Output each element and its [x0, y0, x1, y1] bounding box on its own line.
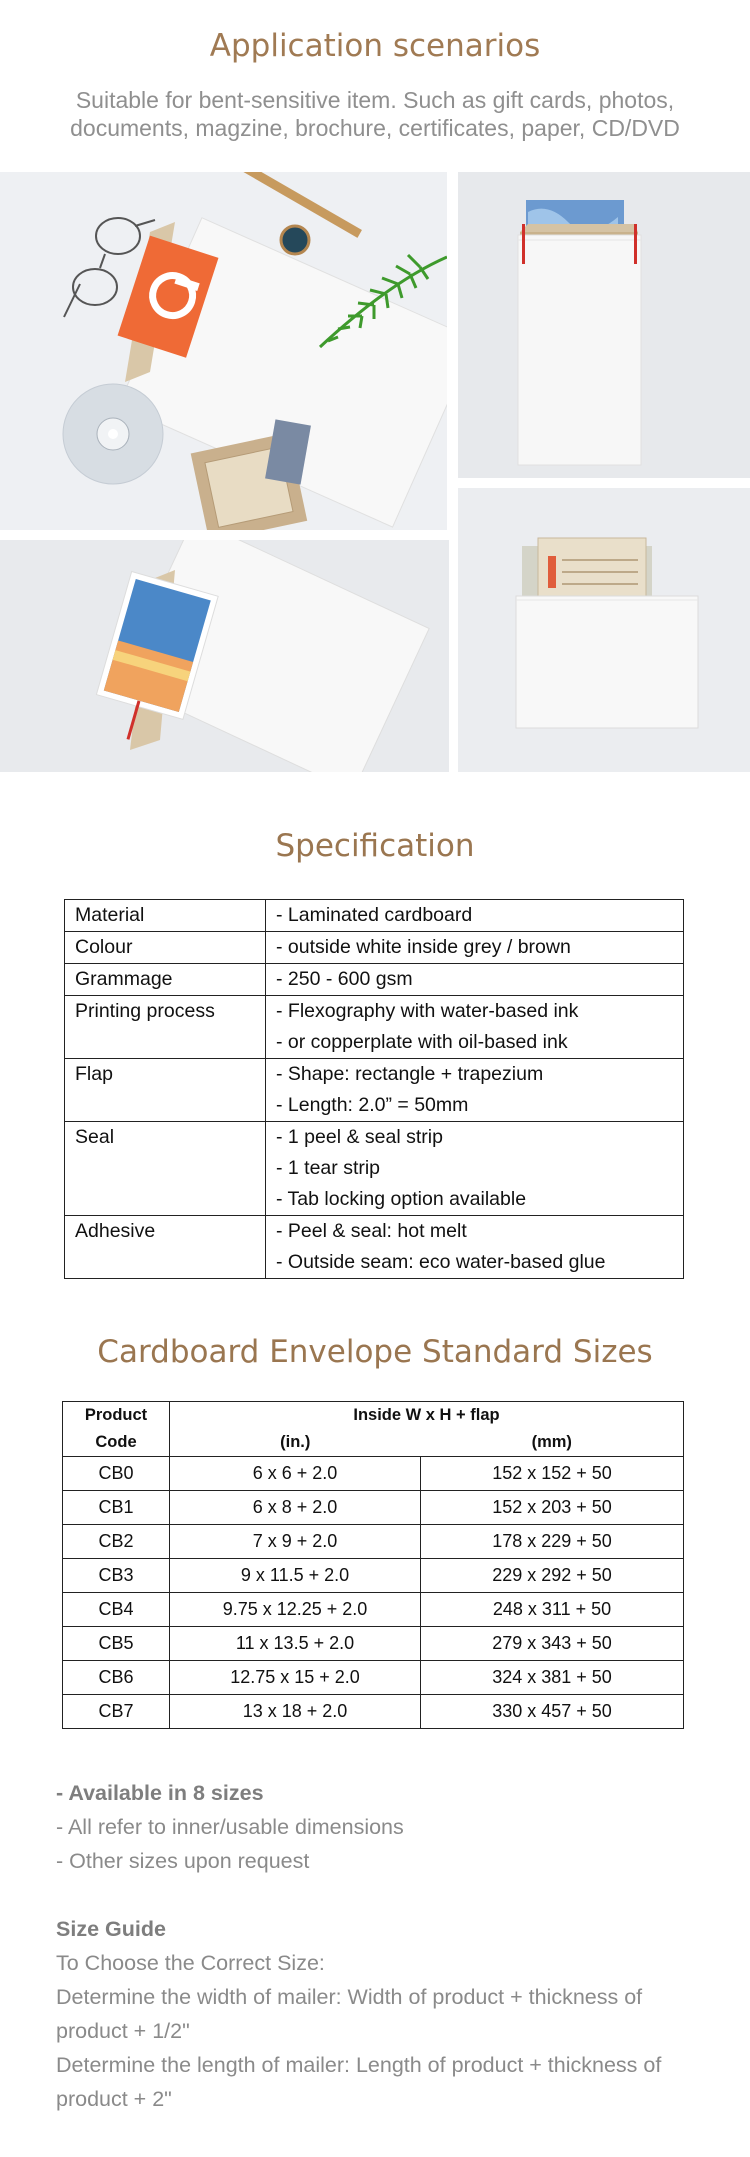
envelope-cards-photo — [458, 488, 750, 772]
note-available: - Available in 8 sizes — [56, 1781, 264, 1805]
size-row — [63, 1559, 684, 1593]
size-row — [63, 1525, 684, 1559]
spec-value: - outside white inside grey / brown — [276, 936, 571, 958]
size-row — [63, 1593, 684, 1627]
size-inches: 13 x 18 + 2.0 — [170, 1695, 421, 1729]
size-code: CB3 — [63, 1559, 170, 1593]
spec-key: Grammage — [65, 964, 266, 996]
size-mm: 330 x 457 + 50 — [421, 1695, 684, 1729]
size-inches: 9.75 x 12.25 + 2.0 — [170, 1593, 421, 1627]
size-guide-title: Size Guide — [56, 1917, 166, 1941]
size-mm: 248 x 311 + 50 — [421, 1593, 684, 1627]
spec-key: Colour — [65, 932, 266, 964]
header-in: (in.) — [170, 1429, 421, 1457]
size-inches: 12.75 x 15 + 2.0 — [170, 1661, 421, 1695]
size-row — [63, 1491, 684, 1525]
spec-row — [65, 996, 684, 1059]
size-guide-width: Determine the width of mailer: Width of product + thickness of product + 1/2" — [56, 1985, 643, 2043]
header-product-code — [63, 1402, 170, 1457]
spec-value-cell — [266, 1059, 684, 1122]
subtitle-line-1: Suitable for bent-sensitive item. Such as gift cards, photos, — [75, 87, 675, 113]
size-code: CB4 — [63, 1593, 170, 1627]
specification-table — [64, 899, 684, 1279]
spec-row — [65, 1216, 684, 1279]
spec-value: - Length: 2.0” = 50mm — [276, 1094, 469, 1116]
size-inches: 6 x 6 + 2.0 — [170, 1457, 421, 1491]
size-mm: 279 x 343 + 50 — [421, 1627, 684, 1661]
spec-value-cell — [266, 932, 684, 964]
spec-row — [65, 964, 684, 996]
size-row — [63, 1457, 684, 1491]
size-code: CB7 — [63, 1695, 170, 1729]
header-mm: (mm) — [421, 1429, 684, 1457]
spec-row — [65, 932, 684, 964]
spec-value-cell — [266, 964, 684, 996]
sizes-table — [62, 1401, 684, 1729]
header-product: Product — [84, 1406, 148, 1424]
spec-key: Adhesive — [65, 1216, 266, 1279]
note-dimensions: - All refer to inner/usable dimensions — [56, 1815, 404, 1839]
spec-value-cell — [266, 996, 684, 1059]
spec-value: - 1 tear strip — [276, 1157, 381, 1179]
note-other-sizes: - Other sizes upon request — [56, 1849, 310, 1873]
sizes-title: Cardboard Envelope Standard Sizes — [97, 1334, 653, 1370]
spec-value: - 250 - 600 gsm — [276, 968, 413, 990]
spec-value: - Shape: rectangle + trapezium — [276, 1063, 544, 1085]
spec-key: Material — [65, 900, 266, 932]
spec-row — [65, 900, 684, 932]
spec-value: - Outside seam: eco water-based glue — [276, 1251, 606, 1273]
spec-value-cell — [266, 1122, 684, 1216]
flatlay-photo — [0, 172, 447, 530]
spec-row — [65, 1122, 684, 1216]
spec-key: Printing process — [65, 996, 266, 1059]
spec-value: - Laminated cardboard — [276, 904, 473, 926]
spec-value: - Tab locking option available — [276, 1188, 527, 1210]
size-code: CB2 — [63, 1525, 170, 1559]
size-row — [63, 1695, 684, 1729]
size-mm: 178 x 229 + 50 — [421, 1525, 684, 1559]
size-mm: 324 x 381 + 50 — [421, 1661, 684, 1695]
size-inches: 6 x 8 + 2.0 — [170, 1491, 421, 1525]
specification-title: Specification — [275, 828, 475, 864]
size-mm: 152 x 152 + 50 — [421, 1457, 684, 1491]
spec-value: - Peel & seal: hot melt — [276, 1220, 467, 1242]
spec-key: Seal — [65, 1122, 266, 1216]
size-mm: 152 x 203 + 50 — [421, 1491, 684, 1525]
envelope-sunset-photo — [0, 540, 449, 772]
size-inches: 9 x 11.5 + 2.0 — [170, 1559, 421, 1593]
spec-value: - or copperplate with oil-based ink — [276, 1031, 568, 1053]
size-inches: 11 x 13.5 + 2.0 — [170, 1627, 421, 1661]
size-mm: 229 x 292 + 50 — [421, 1559, 684, 1593]
header-code: Code — [95, 1433, 137, 1451]
spec-value-cell — [266, 1216, 684, 1279]
size-row — [63, 1661, 684, 1695]
size-code: CB5 — [63, 1627, 170, 1661]
size-code: CB1 — [63, 1491, 170, 1525]
spec-value: - Flexography with water-based ink — [276, 1000, 579, 1022]
envelope-painting-photo — [458, 172, 750, 478]
header-inside: Inside W x H + flap — [170, 1402, 684, 1430]
spec-row — [65, 1059, 684, 1122]
size-guide-length: Determine the length of mailer: Length of product + thickness of product + 2" — [56, 2053, 662, 2111]
size-guide-intro: To Choose the Correct Size: — [56, 1951, 325, 1975]
size-inches: 7 x 9 + 2.0 — [170, 1525, 421, 1559]
size-code: CB0 — [63, 1457, 170, 1491]
spec-key: Flap — [65, 1059, 266, 1122]
spec-value: - 1 peel & seal strip — [276, 1126, 443, 1148]
spec-value-cell — [266, 900, 684, 932]
subtitle-line-2: documents, magzine, brochure, certificates, paper, CD/DVD — [70, 115, 680, 141]
page-title: Application scenarios — [209, 28, 541, 64]
size-code: CB6 — [63, 1661, 170, 1695]
size-row — [63, 1627, 684, 1661]
